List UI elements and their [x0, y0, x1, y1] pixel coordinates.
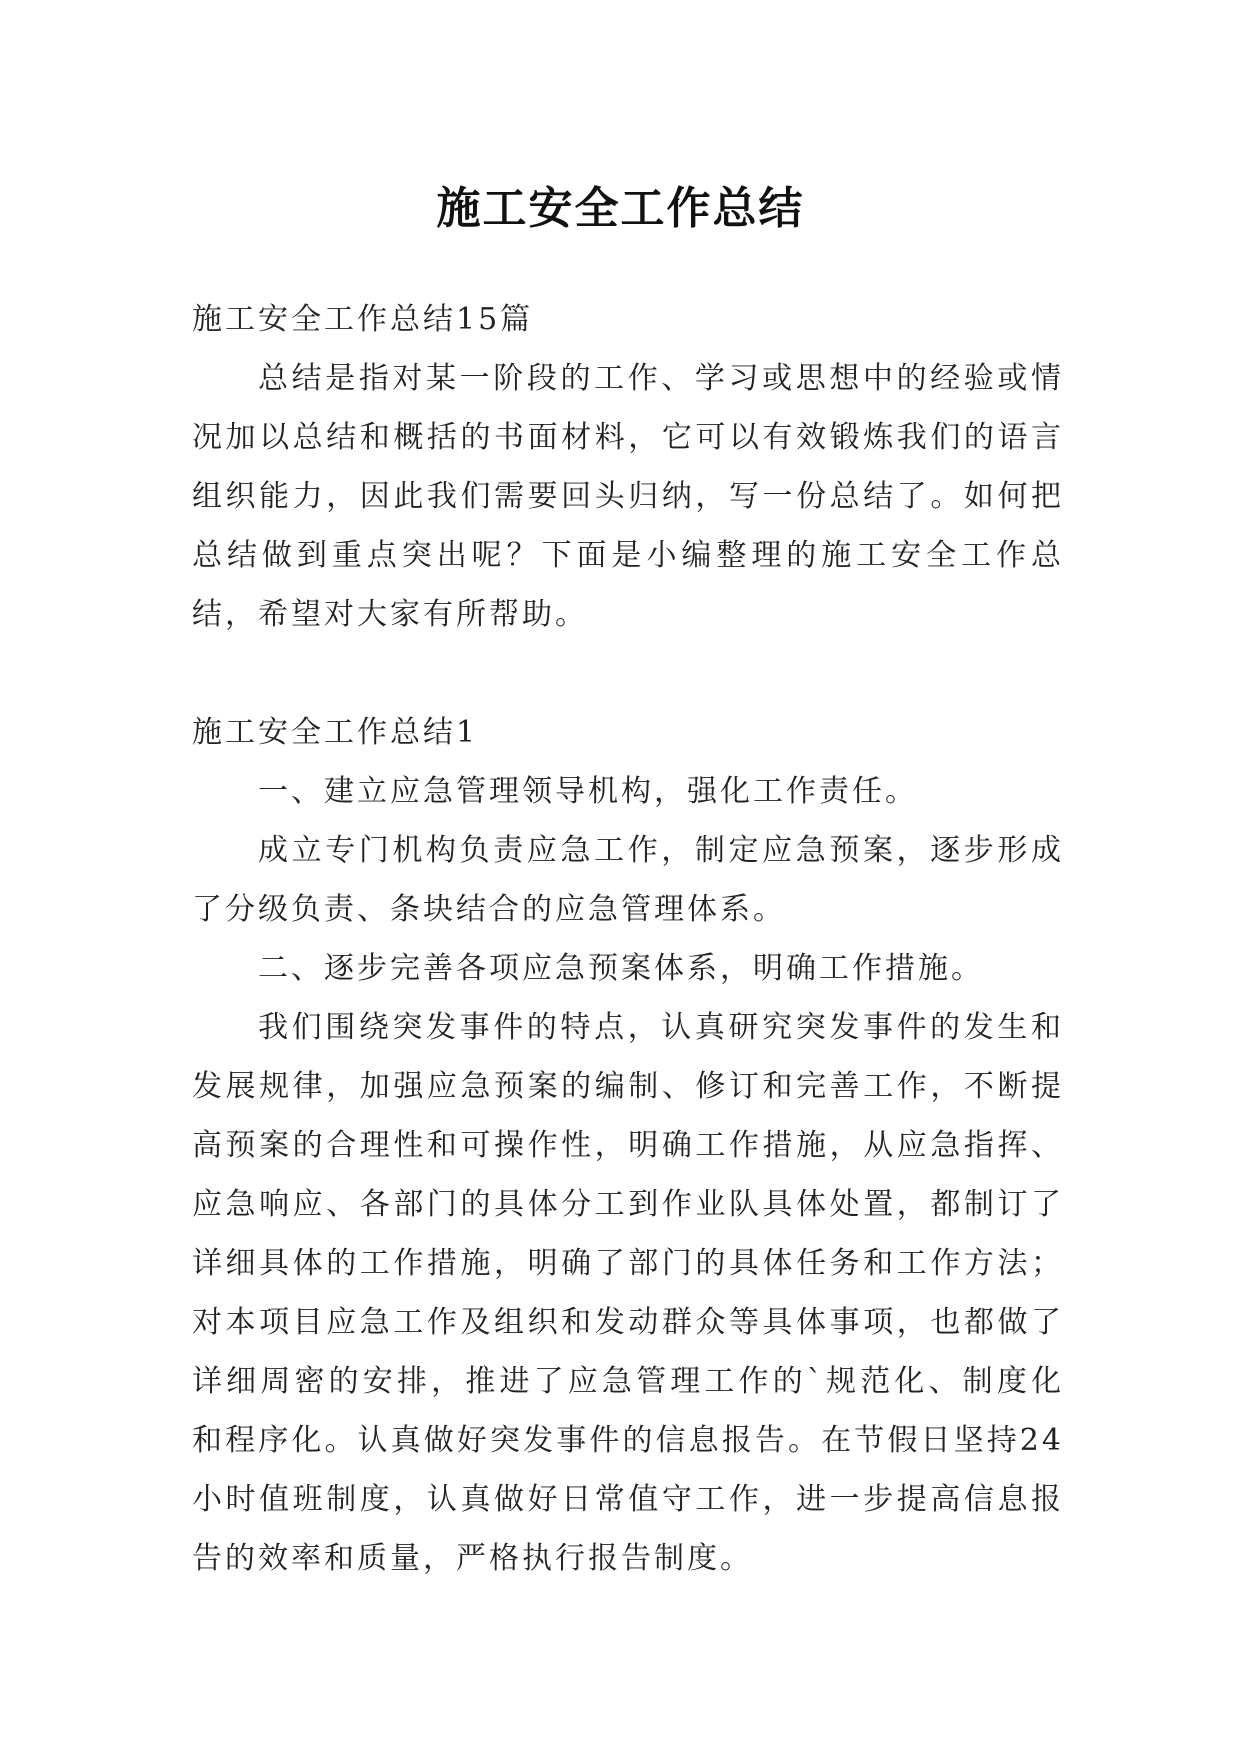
document-subtitle: 施工安全工作总结15篇: [192, 302, 534, 337]
document-title: 施工安全工作总结: [436, 183, 805, 235]
section-heading: 施工安全工作总结1: [192, 715, 479, 750]
point-title: 一、建立应急管理领导机构，强化工作责任。: [258, 774, 918, 809]
intro-paragraph: 总结是指对某一阶段的工作、学习或思想中的经验或情况加以总结和概括的书面材料，它可以有效锻炼我们的语言组织能力，因此我们需要回头归纳，写一份总结了。如何把总结做到重点突出呢？下面是小编整理的施工安全工作总结，希望对大家有所帮助。: [192, 361, 1064, 632]
point-paragraph: 我们围绕突发事件的特点，认真研究突发事件的发生和发展规律，加强应急预案的编制、修订和完善工作，不断提高预案的合理性和可操作性，明确工作措施，从应急指挥、应急响应、各部门的具体分工到作业队具体处置，都制订了详细具体的工作措施，明确了部门的具体任务和工作方法；对本项目应急工作及组织和发动群众等具体事项，也都做了详细周密的安排，推进了应急管理工作的`规范化、制度化和程序化。认真做好突发事件的信息报告。在节假日坚持24小时值班制度，认真做好日常值守工作，进一步提高信息报告的效率和质量，严格执行报告制度。: [192, 1010, 1064, 1576]
point-title: 二、逐步完善各项应急预案体系，明确工作措施。: [258, 951, 984, 986]
document-body: [192, 290, 1064, 1588]
point-paragraph: 成立专门机构负责应急工作，制定应急预案，逐步形成了分级负责、条块结合的应急管理体系。: [192, 833, 1064, 927]
